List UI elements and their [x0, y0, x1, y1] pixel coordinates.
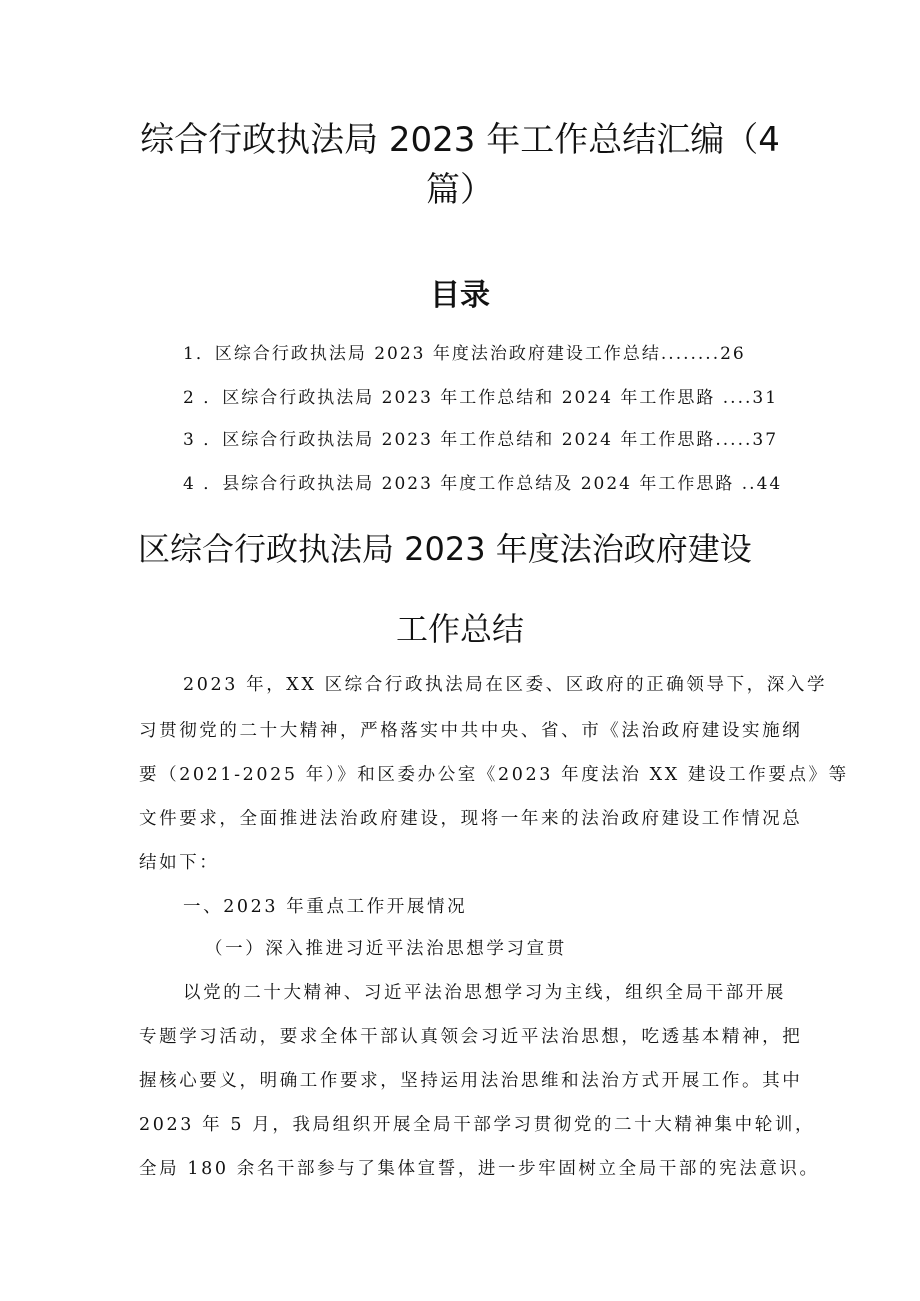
toc-item-3[interactable]: 3 ．区综合行政执法局 2023 年工作总结和 2024 年工作思路.....37 — [183, 430, 779, 450]
document-title-line-1: 综合行政执法局 2023 年工作总结汇编（4 — [140, 120, 780, 160]
paragraph-line: 要（2021-2025 年）》和区委办公室《2023 年度法治 XX 建设工作要点》等 — [139, 765, 849, 785]
subheading-level-2: （一）深入推进习近平法治思想学习宣贯 — [205, 939, 567, 959]
paragraph-line: 专题学习活动，要求全体干部认真领会习近平法治思想，吃透基本精神，把 — [139, 1027, 803, 1047]
toc-item-4[interactable]: 4 ．县综合行政执法局 2023 年度工作总结及 2024 年工作思路 ..44 — [183, 474, 783, 494]
paragraph-line: 结如下： — [139, 853, 220, 873]
paragraph-line: 2023 年 5 月，我局组织开展全局干部学习贯彻党的二十大精神集中轮训， — [139, 1115, 816, 1135]
paragraph-line: 2023 年，XX 区综合行政执法局在区委、区政府的正确领导下，深入学 — [183, 675, 828, 695]
document-title-line-2: 篇） — [426, 170, 494, 210]
section-title-line-2: 工作总结 — [395, 610, 524, 648]
paragraph-line: 文件要求，全面推进法治政府建设，现将一年来的法治政府建设工作情况总 — [139, 809, 803, 829]
paragraph-line: 全局 180 余名干部参与了集体宣誓，进一步牢固树立全局干部的宪法意识。 — [139, 1159, 820, 1179]
paragraph-line: 以党的二十大精神、习近平法治思想学习为主线，组织全局干部开展 — [183, 983, 786, 1003]
toc-item-2[interactable]: 2 ．区综合行政执法局 2023 年工作总结和 2024 年工作思路 ....31 — [183, 388, 779, 408]
toc-item-1[interactable]: 1．区综合行政执法局 2023 年度法治政府建设工作总结........26 — [183, 344, 746, 364]
paragraph-line: 握核心要义，明确工作要求，坚持运用法治思维和法治方式开展工作。其中 — [139, 1071, 803, 1091]
paragraph-line: 习贯彻党的二十大精神，严格落实中共中央、省、市《法治政府建设实施纲 — [139, 721, 803, 741]
subheading-level-1: 一、2023 年重点工作开展情况 — [183, 897, 468, 917]
toc-heading: 目录 — [430, 278, 490, 313]
section-title-line-1: 区综合行政执法局 2023 年度法治政府建设 — [138, 530, 752, 568]
